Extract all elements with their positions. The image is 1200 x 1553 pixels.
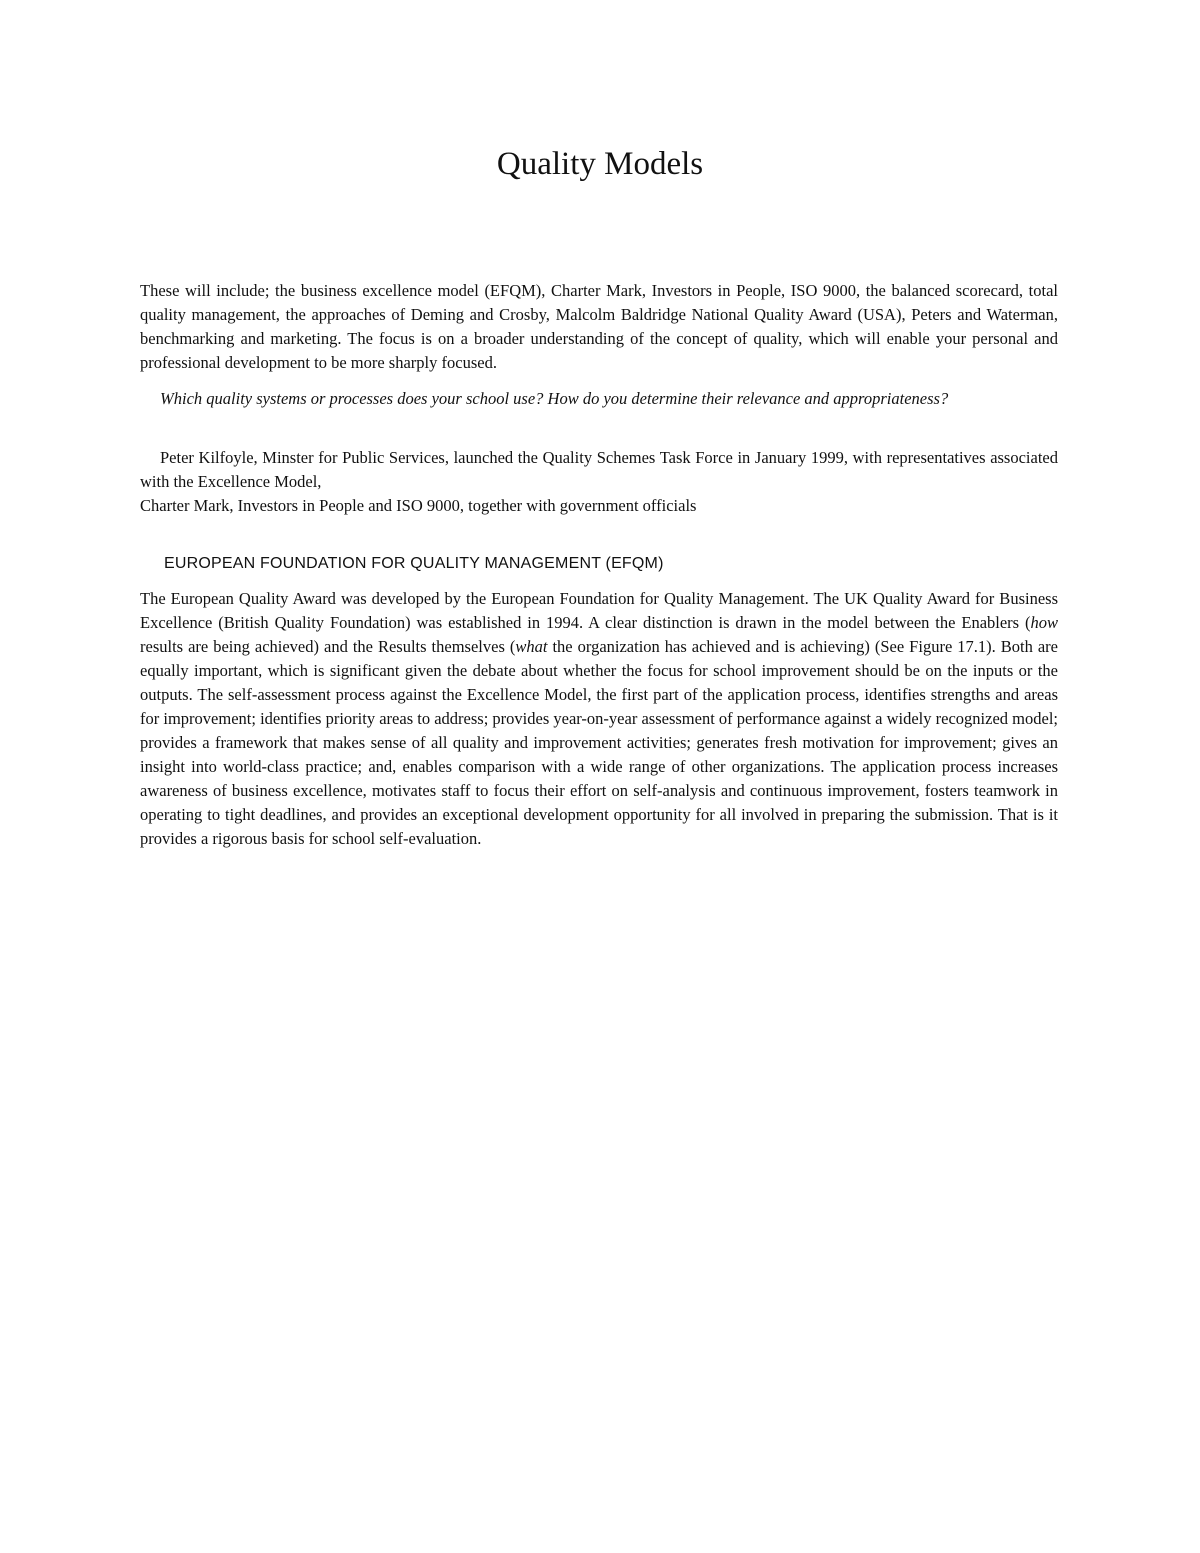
kilfoyle-continuation: Charter Mark, Investors in People and ISO 9000, together with government officials (140, 496, 697, 515)
efqm-text-part-3: the organization has achieved and is achieving) (See Figure 17.1). Both are equally important, which is significant given the debate about whether the focus for school improvement should be on the inputs or the outputs. The self-assessment process against the Excellence Model, the first part of the application process, identifies strengths and areas for improvement; identifies priority areas to address; provides year-on-year assessment of performance against a widely recognized model; provides a framework that makes sense of all quality and improvement activities; generates fresh motivation for improvement; gives an insight into world-class practice; and, enables comparison with a wide range of other organizations. The application process increases awareness of business excellence, motivates staff to focus their effort on self-analysis and continuous improvement, fosters teamwork in operating to tight deadlines, and provides an exceptional development opportunity for all involved in preparing the submission. That is it provides a rigorous basis for school self-evaluation. (140, 637, 1058, 848)
efqm-emphasis-what: what (515, 637, 548, 656)
efqm-paragraph (140, 587, 1058, 851)
intro-paragraph: These will include; the business excellence model (EFQM), Charter Mark, Investors in People, ISO 9000, the balanced scorecard, total quality management, the approaches of Deming and Crosby, Malcolm Baldridge National Quality Award (USA), Peters and Waterman, benchmarking and marketing. The focus is on a broader understanding of the concept of quality, which will enable your personal and professional development to be more sharply focused. (140, 281, 1058, 372)
efqm-text-part-2: results are being achieved) and the Results themselves ( (140, 637, 516, 656)
efqm-text-part-1: The European Quality Award was developed by the European Foundation for Quality Management. The UK Quality Award for Business Excellence (British Quality Foundation) was established in 1994. A clear distinction is drawn in the model between the Enablers ( (140, 589, 1058, 632)
question-paragraph: Which quality systems or processes does your school use? How do you determine their relevance and appropriateness? (160, 389, 949, 408)
efqm-heading: EUROPEAN FOUNDATION FOR QUALITY MANAGEMENT (EFQM) (164, 555, 664, 572)
page-title: Quality Models (496, 146, 704, 182)
kilfoyle-paragraph: Peter Kilfoyle, Minster for Public Services, launched the Quality Schemes Task Force in January 1999, with representatives associated with the Excellence Model, (140, 448, 1058, 491)
efqm-emphasis-how: how (1030, 613, 1058, 632)
